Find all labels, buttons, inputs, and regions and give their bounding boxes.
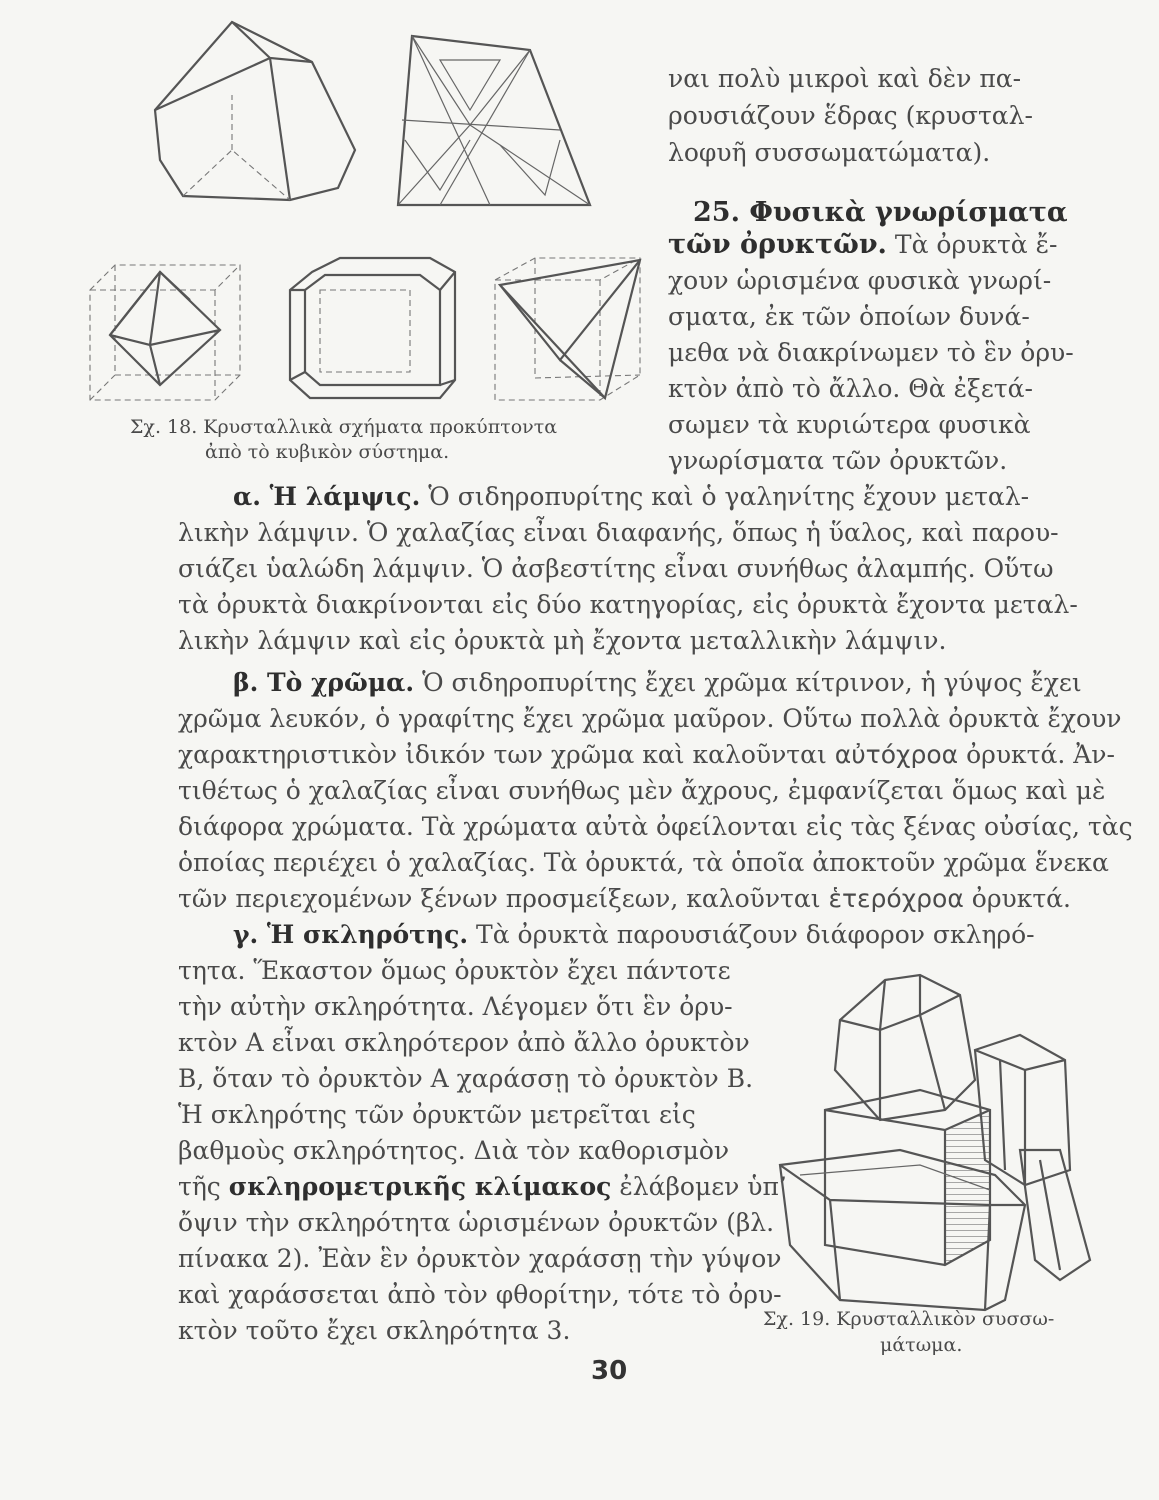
- section-title: Φυσικὰ γνωρίσματα: [749, 197, 1068, 228]
- para-b-last-line: [178, 884, 1071, 914]
- para-g-scale-line: [178, 1172, 787, 1202]
- para-g-line: βαθμοὺς σκληρότητος. Διὰ τὸν καθορισμὸν: [178, 1136, 730, 1165]
- section-text-start: Τὰ ὀρυκτὰ ἔ-: [894, 230, 1058, 259]
- intro-line-3: λοφυῆ συσσωματώματα).: [668, 138, 991, 167]
- para-b-text: Ὁ σιδηροπυρίτης ἔχει χρῶμα κίτρινον, ἡ γύψος ἔχει: [422, 668, 1082, 697]
- section-body-line: μεθα νὰ διακρίνωμεν τὸ ἓν ὀρυ-: [668, 338, 1074, 367]
- term-hardness-scale: σκληρομετρικῆς κλίμακος: [228, 1172, 612, 1201]
- intro-line-2: ρουσιάζουν ἕδρας (κρυσταλ-: [668, 101, 1033, 130]
- para-a-line: λικὴν λάμψιν καὶ εἰς ὀρυκτὰ μὴ ἔχοντα μεταλλικὴν λάμψιν.: [178, 626, 947, 655]
- crystal-tetrahedron-composite: [398, 36, 590, 205]
- para-g-line: Ἡ σκληρότης τῶν ὀρυκτῶν μετρεῖται εἰς: [178, 1100, 696, 1129]
- para-g-line: πίνακα 2). Ἐὰν ἓν ὀρυκτὸν χαράσσῃ τὴν γύψον: [178, 1244, 782, 1273]
- para-g-text: Τὰ ὀρυκτὰ παρουσιάζουν διάφορον σκληρό-: [476, 920, 1035, 949]
- para-g-line: καὶ χαράσσεται ἀπὸ τὸν φθορίτην, τότε τὸ ὀρυ-: [178, 1280, 782, 1309]
- para-b-line: διάφορα χρώματα. Τὰ χρώματα αὐτὰ ὀφείλονται εἰς τὰς ξένας οὐσίας, τὰς: [178, 812, 1133, 841]
- figure-19-caption-line-2: μάτωμα.: [880, 1334, 963, 1356]
- para-g-line-1: [233, 920, 1035, 950]
- crystal-tetrahedron-in-cube: [495, 258, 640, 400]
- para-a-heading: α. Ἡ λάμψις.: [233, 482, 421, 511]
- para-a-line: λικὴν λάμψιν. Ὁ χαλαζίας εἶναι διαφανής, ὅπως ἡ ὕαλος, καὶ παρου-: [178, 518, 1059, 547]
- para-g-line: τητα. Ἕκαστον ὅμως ὀρυκτὸν ἔχει πάντοτε: [178, 956, 731, 985]
- figure-19-caption-line-1: Σχ. 19. Κρυσταλλικὸν συσσω-: [763, 1308, 1055, 1330]
- section-body-line: σωμεν τὰ κυριώτερα φυσικὰ: [668, 410, 1031, 439]
- para-g-text: τῆς: [178, 1172, 221, 1201]
- para-b-text: ὀρυκτά. Ἀν-: [966, 740, 1115, 769]
- para-a-line: τὰ ὀρυκτὰ διακρίνονται εἰς δύο κατηγορίας, εἰς ὀρυκτὰ ἔχοντα μεταλ-: [178, 590, 1078, 619]
- section-heading: [693, 198, 1068, 228]
- para-b-line: χρῶμα λευκόν, ὁ γραφίτης ἔχει χρῶμα μαῦρον. Οὕτω πολλὰ ὀρυκτὰ ἔχουν: [178, 704, 1122, 733]
- section-body-line: κτὸν ἀπὸ τὸ ἄλλο. Θὰ ἐξετά-: [668, 374, 1033, 403]
- crystal-aggregate: [780, 975, 1090, 1310]
- section-body-line: σματα, ἐκ τῶν ὁποίων δυνά-: [668, 302, 1030, 331]
- section-title-continued: τῶν ὀρυκτῶν.: [668, 229, 887, 260]
- para-g-line: Β, ὅταν τὸ ὀρυκτὸν Α χαράσσῃ τὸ ὀρυκτὸν Β.: [178, 1064, 754, 1093]
- section-body-line: γνωρίσματα τῶν ὀρυκτῶν.: [668, 446, 1008, 475]
- para-b-text: τῶν περιεχομένων ξένων προσμείξεων, καλοῦνται: [178, 884, 821, 913]
- para-b-line: τιθέτως ὁ χαλαζίας εἶναι συνήθως μὲν ἄχρους, ἐμφανίζεται ὅμως καὶ μὲ: [178, 776, 1106, 805]
- term-autochroa: αὐτόχροα: [834, 740, 959, 769]
- para-b-heading: β. Τὸ χρῶμα.: [233, 668, 415, 697]
- para-b-line-3: [178, 740, 1115, 770]
- para-g-heading: γ. Ἡ σκληρότης.: [233, 920, 469, 949]
- term-heterochroa: ἑτερόχροα: [828, 884, 964, 913]
- para-b-text: χαρακτηριστικὸν ἰδικόν των χρῶμα καὶ καλοῦνται: [178, 740, 827, 769]
- para-a-line-1: [233, 482, 1029, 512]
- figure-18-drawings: [0, 0, 660, 420]
- para-g-line: ὄψιν τὴν σκληρότητα ὡρισμένων ὀρυκτῶν (βλ.: [178, 1208, 775, 1237]
- para-a-line: σιάζει ὑαλώδη λάμψιν. Ὁ ἀσβεστίτης εἶναι συνήθως ἀλαμπής. Οὕτω: [178, 554, 1054, 583]
- para-g-text: ἐλάβομεν ὑπ’: [619, 1172, 787, 1201]
- page-number: 30: [591, 1356, 628, 1386]
- figure-18-caption-line-1: Σχ. 18. Κρυσταλλικὰ σχήματα προκύπτοντα: [130, 416, 558, 438]
- figure-18-caption-line-2: ἀπὸ τὸ κυβικὸν σύστημα.: [205, 441, 450, 463]
- crystal-truncated-cube: [290, 258, 455, 398]
- intro-line-1: ναι πολὺ μικροὶ καὶ δὲν πα-: [668, 64, 1022, 93]
- section-number: 25.: [693, 197, 740, 228]
- crystal-rounded-tetrahedron: [155, 22, 355, 200]
- crystal-octahedron-in-cube: [90, 265, 240, 400]
- section-body-line: χουν ὡρισμένα φυσικὰ γνωρί-: [668, 266, 1052, 295]
- para-g-line: κτὸν τοῦτο ἔχει σκληρότητα 3.: [178, 1316, 571, 1345]
- para-b-text: ὀρυκτά.: [971, 884, 1071, 913]
- para-b-line: ὁποίας περιέχει ὁ χαλαζίας. Τὰ ὀρυκτά, τὰ ὁποῖα ἀποκτοῦν χρῶμα ἕνεκα: [178, 848, 1109, 877]
- para-b-line-1: [233, 668, 1082, 698]
- para-a-text: Ὁ σιδηροπυρίτης καὶ ὁ γαληνίτης ἔχουν μεταλ-: [428, 482, 1030, 511]
- section-line-2: [668, 230, 1058, 260]
- para-g-line: κτὸν Α εἶναι σκληρότερον ἀπὸ ἄλλο ὀρυκτὸν: [178, 1028, 750, 1057]
- para-g-line: τὴν αὐτὴν σκληρότητα. Λέγομεν ὅτι ἓν ὀρυ-: [178, 992, 733, 1021]
